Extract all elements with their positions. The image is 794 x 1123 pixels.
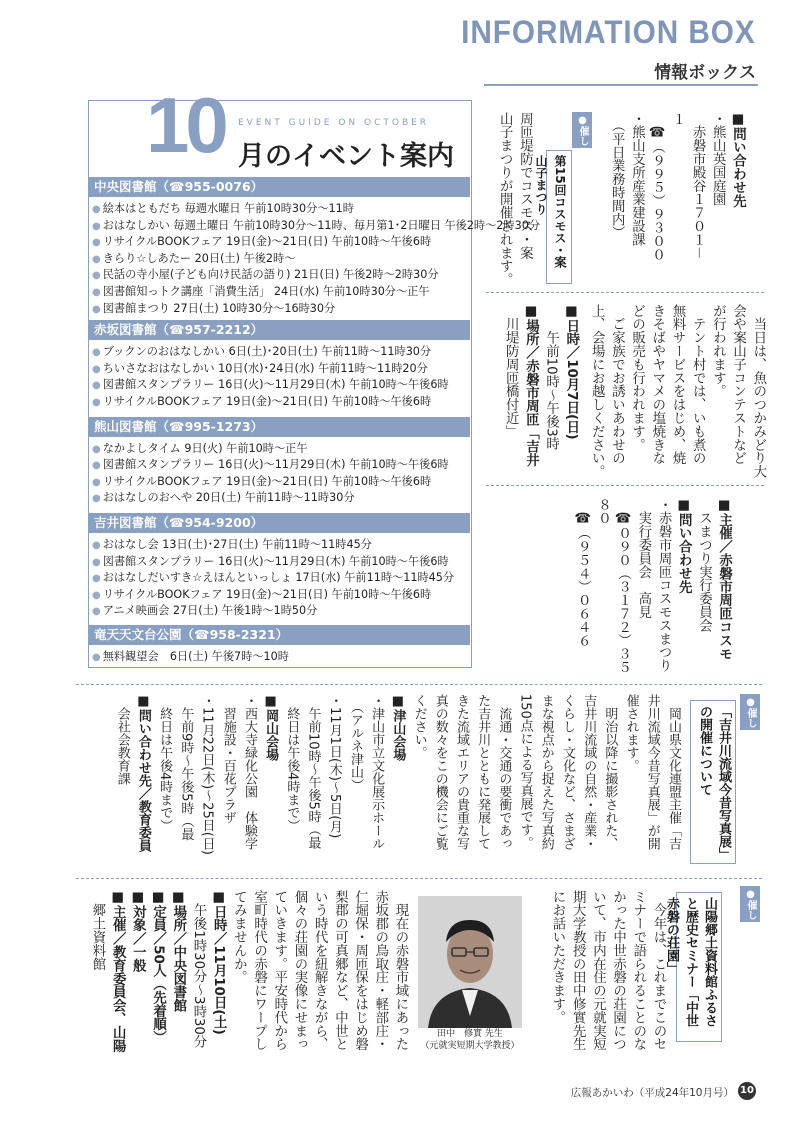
text-line: まな視点から捉えた写真約 — [538, 694, 554, 850]
text-line: テント村では、いも煮の — [690, 304, 706, 465]
text-line: かった中世赤磐の荘園につ — [610, 890, 626, 1051]
lecturer-title: （元就実短期大学教授） — [420, 1041, 520, 1051]
cosmos-event-title: 第15回コスモス・案山子まつり — [546, 150, 572, 284]
event-month-number: 10 — [146, 81, 225, 169]
text-line: 午後1時30分～3時30分 — [190, 890, 206, 1049]
divider-lower — [76, 878, 762, 879]
seminar-title: 山陽郷土資料館ふるさと歴史セミナー「中世赤磐の荘園」 — [676, 892, 722, 1042]
text-line: 郷土資料館 — [89, 890, 105, 971]
event-item: ● 図書館まつり 27日(土) 10時30分～16時30分 — [92, 301, 470, 318]
photo-exhibit-body — [110, 694, 684, 872]
info-heading: ■問い合わせ先／教育委員 — [135, 694, 151, 852]
event-item: ● おはなし会 13日(土)･27日(土) 午前11時～11時45分 — [92, 537, 470, 554]
library-header: 中央図書館（☎955-0076） — [88, 177, 470, 197]
library-header: 吉井図書館（☎954-9200） — [88, 513, 470, 533]
text-line: 終日は午後4時まで） — [284, 694, 300, 833]
text-line: ・11月22日(木)～25日(日) — [199, 694, 215, 855]
text-line: いう時代を紐解きながら、 — [312, 890, 328, 1051]
text-line: 仁堀保・周匝保をはじめ磐 — [352, 890, 368, 1051]
text-line: （平日業務時間内） — [609, 112, 625, 240]
text-line: 会社会教育課 — [114, 694, 130, 785]
text-line: 室町時代の赤磐にワープし — [251, 890, 267, 1051]
text-line: 真の数々をこの機会にご覧 — [432, 694, 448, 850]
text-line: 岡山県文化連盟主催「吉 — [666, 694, 681, 850]
text-line: にお話いただきます。 — [549, 890, 565, 1024]
event-item: ● 図書館知っトク講座「消費生活」 24日(水) 午前10時30分～正午 — [92, 284, 470, 301]
text-line: 明治以降に撮影された、 — [602, 694, 618, 850]
text-line: ☎（９９５）９３００ — [649, 112, 665, 261]
text-line: ☎（９５４）０６４６ — [575, 498, 591, 647]
footer-text: 広報あかいわ（平成24年10月号） — [570, 1087, 734, 1099]
text-line: 会や案山子コンテストなど — [730, 304, 746, 465]
text-line: きた流域エリアの貴重な写 — [453, 694, 469, 850]
text-line: 午前9時～午後5時（最 — [178, 694, 194, 841]
info-heading: ■津山会場 — [390, 694, 406, 761]
text-line: 赤磐市殿谷１７０１－１ — [669, 112, 706, 260]
text-line: ・津山市立文化展示ホール — [369, 694, 385, 850]
event-item: ● 図書館スタンプラリー 16日(火)～11月29日(木) 午前10時～午後6時 — [92, 457, 470, 474]
text-line: 150点による写真展です。 — [517, 694, 533, 849]
text-line: 個々の荘園の実像にせまっ — [291, 890, 307, 1051]
library-event-list — [92, 649, 470, 666]
library-header: 赤坂図書館（☎957-2212） — [88, 320, 470, 340]
info-heading: ■問い合わせ先 — [676, 498, 692, 594]
library-event-list — [92, 344, 470, 410]
lecturer-caption — [412, 1028, 528, 1052]
text-line: くらし・文化など、さまざ — [559, 694, 575, 850]
info-heading: ■場所／中央図書館 — [170, 890, 186, 1013]
library-event-list — [92, 201, 541, 317]
text-line: ミナーで語られることのな — [630, 890, 646, 1051]
text-line: 午前10時～午後5時（最 — [305, 694, 321, 849]
text-line: 当日は、魚のつかみどり大 — [750, 304, 766, 479]
event-item: ● 絵本はともだち 毎週水曜日 午前10時30分～11時 — [92, 201, 470, 218]
text-line: ・熊山支所産業建設課 — [629, 112, 645, 246]
text-line: 吉井川流域の自然・産業・ — [581, 694, 597, 850]
text-line: 梨郡の可真郷など、中世と — [332, 890, 348, 1051]
divider-middle — [76, 684, 762, 685]
event-item: ● リサイクルBOOKフェア 19日(金)～21日(日) 午前10時～午後6時 — [92, 474, 470, 491]
event-item: ● おはなしかい 毎週土曜日 午前10時30分～11時、毎月第1･2日曜日 午後2時～2時30分 — [92, 218, 470, 235]
text-line: が行われます。 — [710, 304, 726, 398]
text-line: ・熊山英国庭園 — [710, 112, 726, 206]
text-line: 現在の赤磐市域にあった — [393, 890, 408, 1051]
event-item: ● ブックンのおはなしかい 6日(土)･20日(土) 午前11時～11時30分 — [92, 344, 470, 361]
cosmos-organizer-contact — [572, 498, 734, 674]
lecturer-photo — [418, 896, 522, 1028]
text-line: スまつり実行委員会 — [696, 498, 712, 632]
info-heading: ■日時／10月7日(日) — [563, 304, 579, 440]
photo-exhibit-tag: ●催し — [740, 694, 760, 730]
event-item: ● 民話の寺小屋(子ども向け民話の語り) 21日(日) 午後2時～2時30分 — [92, 267, 470, 284]
text-line: 赤坂郡の鳥取庄・軽部庄・ — [372, 890, 388, 1051]
text-line: 催されます。 — [623, 694, 639, 772]
text-line: ていきます。平安時代から — [271, 890, 287, 1051]
info-heading: ■日時／11月10日(土) — [211, 890, 227, 1035]
info-heading: ■定員／50人（先着順） — [150, 890, 166, 1045]
text-line: ・赤磐市周匝コスモスまつり — [656, 498, 672, 673]
text-line: てみませんか。 — [231, 890, 247, 984]
info-heading: ■対象／一般 — [130, 890, 146, 972]
cosmos-event-details — [586, 304, 768, 480]
event-item: ● 無料観望会 6日(土) 午後7時～10時 — [92, 649, 470, 666]
text-line: 終日は午後4時まで） — [157, 694, 173, 833]
text-line: どの販売も行われます。 — [629, 304, 645, 452]
text-line: ください。 — [411, 694, 427, 759]
seminar-details — [78, 890, 410, 1068]
event-item: ● アニメ映画会 27日(土) 午後1時～1時50分 — [92, 603, 470, 620]
info-heading: ■主催／教育委員会、山陽 — [110, 890, 126, 1053]
header-title: INFORMATION BOX — [461, 14, 756, 50]
lecturer-portrait-icon — [418, 896, 522, 1028]
event-item: ● なかよしタイム 9日(火) 午前10時～正午 — [92, 441, 470, 458]
event-item: ● きらり☆しあたー 20日(土) 午後2時～ — [92, 251, 470, 268]
event-item: ● リサイクルBOOKフェア 19日(金)～21日(日) 午前10時～午後6時 — [92, 587, 470, 604]
text-line: 流通・交通の要衝であっ — [496, 694, 512, 850]
text-line: ・11月1日(木)～5日(月) — [326, 694, 342, 839]
header-rule — [484, 84, 758, 86]
text-line: 上、会場にお越しください。 — [589, 304, 605, 479]
info-heading: ■主催／赤磐市周匝コスモ — [716, 498, 732, 661]
text-line: 無料サービスをはじめ、焼 — [670, 304, 686, 465]
photo-exhibit-title: 「吉井川流域今昔写真展」の開催について — [690, 700, 736, 864]
cosmos-event-body — [494, 112, 534, 292]
library-header: 熊山図書館（☎995-1273） — [88, 417, 470, 437]
lecturer-name: 田中 修實 先生 — [437, 1029, 503, 1039]
event-guide-en: EVENT GUIDE ON OCTOBER — [238, 118, 430, 128]
event-item: ● 図書館スタンプラリー 16日(火)～11月29日(木) 午前10時～午後6時 — [92, 377, 470, 394]
text-line: ☎０９０（３１７２）３５８０ — [595, 498, 631, 674]
english-garden-info — [606, 112, 747, 272]
event-item: ● ちいさなおはなしかい 10日(水)･24日(水) 午前11時～11時20分 — [92, 361, 470, 378]
text-line: ・西大寺緑化公園 体験学 — [241, 694, 257, 850]
text-line: いて、市内在住の元就実短 — [590, 890, 606, 1051]
cosmos-event-tag: ●催し — [572, 112, 592, 148]
page-number: 10 — [738, 1082, 756, 1100]
text-line: 周匝堤防でコスモス・案 — [517, 112, 533, 260]
text-line: きそばやヤマメの塩焼きな — [649, 304, 665, 465]
seminar-tag: ●催し — [740, 886, 760, 922]
text-line: 今年は、これまでこのセ — [651, 890, 666, 1051]
info-heading: ■場所／赤磐市周匝「吉井 — [523, 304, 539, 467]
text-line: 習施設・百花プラザ — [220, 694, 236, 824]
event-item: ● おはなしのおへや 20日(土) 午前11時～11時30分 — [92, 490, 470, 507]
header-subtitle: 情報ボックス — [654, 63, 756, 83]
event-item: ● リサイクルBOOKフェア 19日(金)～21日(日) 午前10時～午後6時 — [92, 394, 470, 411]
event-item: ● 図書館スタンプラリー 16日(火)～11月29日(木) 午前10時～午後6時 — [92, 554, 470, 571]
info-heading: ■問い合わせ先 — [730, 112, 746, 208]
library-event-list — [92, 537, 470, 620]
text-line: た吉井川とともに発展して — [475, 694, 491, 850]
text-line: 実行委員会 高見 — [635, 498, 651, 619]
info-heading: ■岡山会場 — [263, 694, 279, 761]
text-line: （アルネ津山） — [347, 694, 363, 792]
library-event-list — [92, 441, 470, 507]
divider-top — [486, 292, 764, 293]
cosmos-schedule-contact — [500, 304, 581, 480]
text-line: 期大学教授の田中修實先生 — [570, 890, 586, 1051]
event-guide-title: 月のイベント案内 — [238, 141, 454, 172]
text-line: 午前10時～午後3時 — [543, 304, 559, 451]
event-item: ● おはなしだいすき☆えほんといっしょ 17日(水) 午前11時～11時45分 — [92, 570, 470, 587]
text-line: 川堤防周匝橋付近」 — [503, 304, 519, 438]
event-item: ● リサイクルBOOKフェア 19日(金)～21日(日) 午前10時～午後6時 — [92, 234, 470, 251]
library-header: 竜天天文台公園（☎958-2321） — [88, 625, 470, 645]
text-line: 山子まつりが開催されます。 — [497, 112, 513, 287]
seminar-intro — [538, 890, 668, 1066]
text-line: 井川流域今昔写真展」が開 — [644, 694, 660, 850]
divider-top2 — [486, 485, 764, 486]
text-line: ご家族でお誘いあわせの — [609, 304, 625, 465]
